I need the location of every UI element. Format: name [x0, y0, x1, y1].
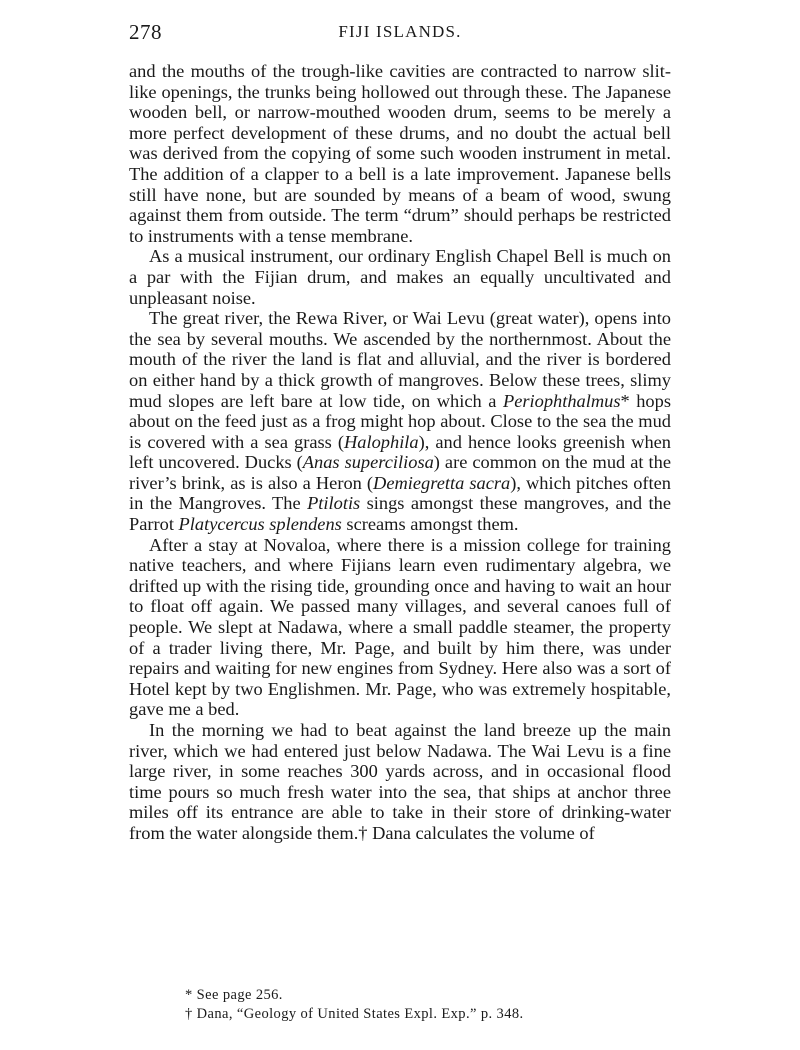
text-run: ), which pitches often in the Mangroves. The: [129, 472, 671, 514]
body-text: [129, 61, 671, 844]
italic-term: Demiegretta sacra: [373, 472, 511, 493]
paragraph: [129, 535, 671, 720]
running-title: FIJI ISLANDS.: [338, 22, 462, 41]
italic-term: Anas superciliosa: [302, 452, 434, 473]
paragraph: [129, 246, 671, 308]
paragraph: [129, 308, 671, 535]
text-run: and the mouths of the trough-like cavities are contracted to narrow slit-like openings, the trunks being hollowed out through these. The Japanese wooden bell, or narrow-mouthed wooden drum, seems to be merely a more perfect development of these drums, and no doubt the actual bell was derived from the copying of some such wooden instrument in metal. The addition of a clapper to a bell is a late improvement. Japanese bells still have none, but are sounded by means of a beam of wood, swung against them from outside. The term “drum” should perhaps be restricted to instruments with a tense membrane.: [129, 61, 671, 246]
italic-term: Halophila: [344, 431, 419, 452]
footnote-dana: † Dana, “Geology of United States Expl. Exp.” p. 348.: [185, 1006, 524, 1022]
paragraph: [129, 720, 671, 844]
italic-term: Periophthalmus: [502, 390, 621, 411]
text-run: As a musical instrument, our ordinary English Chapel Bell is much on a par with the Fijian drum, and makes an equally uncultivated and unpleasant noise.: [129, 246, 671, 308]
page-header: [129, 20, 671, 46]
text-run: screams amongst them.: [341, 514, 519, 535]
italic-term: Platycercus splendens: [178, 514, 342, 535]
text-run: After a stay at Novaloa, where there is a mission college for training native teachers, and where Fijians learn even rudimentary algebra, we drifted up with the rising tide, grounding once and having to wait an hour to float off again. We passed many villages, and several canoes full of people. We slept at Nadawa, where a small paddle steamer, the property of a trader living there, Mr. Page, and built by him there, was under repairs and waiting for new engines from Sydney. Here also was a sort of Hotel kept by two Englishmen. Mr. Page, who was extremely hospitable, gave me a bed.: [129, 534, 671, 720]
page-number: 278: [129, 20, 162, 44]
italic-term: Ptilotis: [307, 493, 361, 514]
footnote-periophthalmus: * See page 256.: [185, 987, 283, 1003]
text-run: * hops about on the feed just as a frog might hop about. Close to the sea the mud is covered with a sea grass (: [129, 390, 671, 452]
text-run: The great river, the Rewa River, or Wai Levu (great water), opens into the sea by several mouths. We ascended by the northernmost. About the mouth of the river the land is flat and alluvial, and the river is bordered on either hand by a thick growth of mangroves. Below these trees, slimy mud slopes are left bare at low tide, on which a: [129, 308, 671, 411]
text-run: sings amongst these mangroves, and the Parrot: [129, 493, 671, 535]
paragraph: [129, 61, 671, 246]
footnotes: [185, 986, 665, 1024]
text-run: ) are common on the mud at the river’s brink, as is also a Heron (: [129, 452, 671, 493]
text-run: In the morning we had to beat against the land breeze up the main river, which we had entered just below Nadawa. The Wai Levu is a fine large river, in some reaches 300 yards across, and in occasional flood time pours so much fresh water into the sea, that ships at anchor three miles off its entrance are able to take in their store of drinking-water from the water alongside them.† Dana calculates the volume of: [129, 720, 671, 843]
text-run: ), and hence looks greenish when left uncovered. Ducks (: [129, 431, 671, 473]
